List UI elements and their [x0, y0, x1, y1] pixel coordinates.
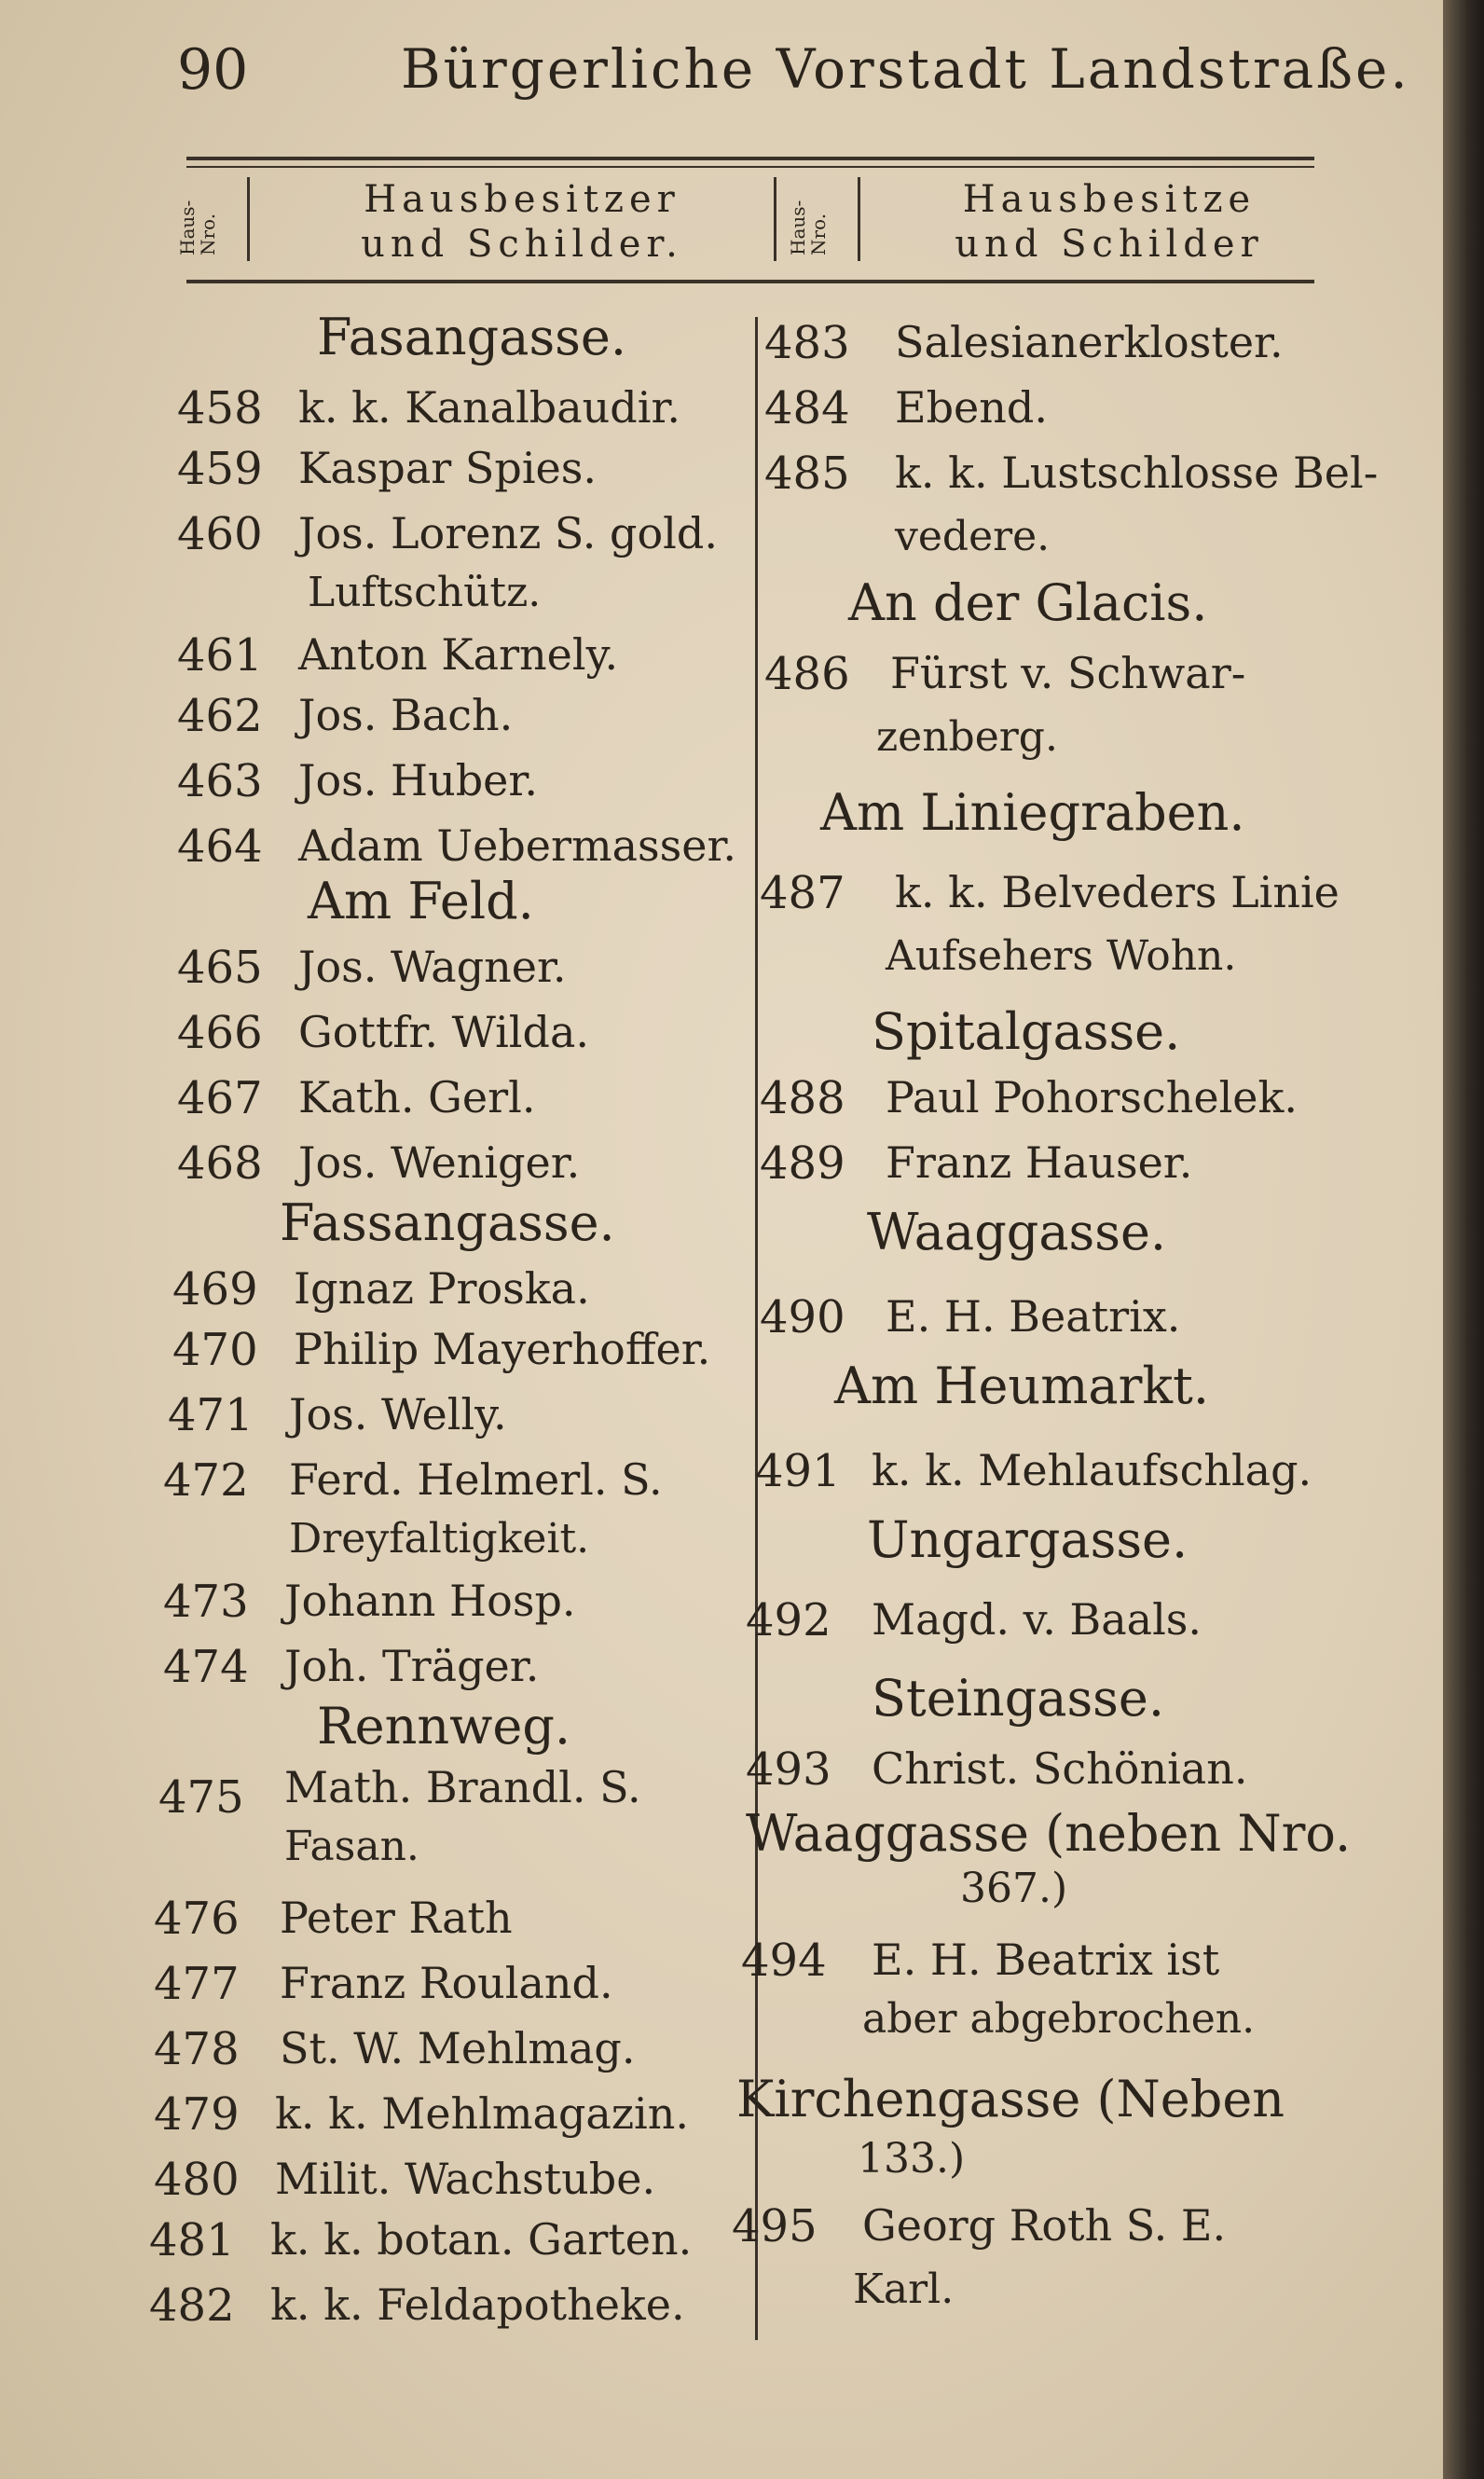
house-number: 469	[172, 1263, 258, 1315]
house-number: 489	[760, 1137, 845, 1190]
house-number: 473	[163, 1576, 249, 1628]
house-number: 480	[154, 2154, 240, 2206]
street-heading: Rennweg.	[317, 1697, 571, 1756]
left-heading-line1: Hausbesitzer	[364, 178, 680, 221]
header-divider	[858, 177, 860, 261]
right-column-heading	[895, 177, 1324, 267]
house-owner-continued: Fasan.	[284, 1823, 419, 1870]
street-heading: An der Glacis.	[848, 573, 1208, 632]
house-owner: Math. Brandl. S.	[284, 1762, 641, 1812]
street-heading: Fasangasse.	[317, 308, 626, 366]
house-number: 458	[177, 382, 263, 434]
street-heading: Am Feld.	[308, 872, 534, 930]
right-heading-line1: Hausbesitze	[962, 178, 1257, 221]
house-number: 481	[149, 2214, 235, 2266]
house-owner: k. k. Feldapotheke.	[270, 2279, 685, 2330]
house-number: 462	[177, 690, 263, 742]
house-number: 468	[177, 1137, 263, 1190]
house-owner: Johann Hosp.	[284, 1576, 576, 1626]
house-number: 487	[760, 867, 845, 919]
house-owner-continued: Aufsehers Wohn.	[886, 932, 1237, 980]
house-owner: E. H. Beatrix.	[886, 1291, 1181, 1342]
house-owner: Ebend.	[895, 382, 1048, 433]
house-owner: Adam Uebermasser.	[298, 820, 737, 871]
house-owner: Jos. Bach.	[298, 690, 514, 740]
house-number: 474	[163, 1641, 249, 1693]
house-number: 471	[168, 1389, 254, 1441]
house-owner: Gottfr. Wilda.	[298, 1007, 590, 1057]
house-owner: Jos. Wagner.	[298, 942, 567, 992]
street-heading: Fassangasse.	[280, 1193, 615, 1252]
house-number: 472	[163, 1454, 249, 1507]
street-heading: Kirchengasse (Neben	[736, 2070, 1285, 2128]
house-number: 493	[746, 1743, 831, 1796]
house-owner: Magd. v. Baals.	[872, 1594, 1202, 1645]
house-owner-continued: Karl.	[853, 2266, 955, 2313]
house-owner: Anton Karnely.	[298, 629, 619, 680]
house-number: 479	[154, 2088, 240, 2141]
street-heading: Steingasse.	[872, 1669, 1165, 1728]
house-number: 476	[154, 1893, 240, 1945]
house-owner: k. k. Mehlmagazin.	[275, 2088, 690, 2139]
left-heading-line2: und Schilder.	[361, 223, 683, 266]
house-owner: Jos. Lorenz S. gold.	[298, 508, 718, 558]
house-number: 459	[177, 443, 263, 495]
street-heading: Ungargasse.	[867, 1510, 1189, 1569]
house-owner: k. k. botan. Garten.	[270, 2214, 693, 2265]
street-heading: Spitalgasse.	[872, 1002, 1181, 1061]
left-column-heading	[289, 177, 755, 267]
house-number: 478	[154, 2023, 240, 2075]
house-owner: Paul Pohorschelek.	[886, 1072, 1298, 1122]
house-nro-label-left: Haus-Nro.	[176, 200, 219, 255]
house-owner: Jos. Huber.	[298, 755, 538, 806]
house-owner-continued: vedere.	[895, 513, 1051, 560]
right-heading-line2: und Schilder	[955, 223, 1264, 266]
house-owner: k. k. Kanalbaudir.	[298, 382, 681, 433]
house-owner: k. k. Lustschlosse Bel-	[895, 448, 1379, 498]
page-number: 90	[177, 37, 249, 103]
house-number: 492	[746, 1594, 831, 1646]
street-heading-continued: 367.)	[960, 1865, 1068, 1912]
house-owner: k. k. Mehlaufschlag.	[872, 1445, 1312, 1495]
top-rule-thin	[186, 166, 1314, 168]
house-owner: Kaspar Spies.	[298, 443, 598, 493]
house-owner: Jos. Weniger.	[298, 1137, 581, 1188]
house-number: 467	[177, 1072, 263, 1124]
house-owner: Joh. Träger.	[284, 1641, 540, 1691]
house-number: 495	[732, 2200, 818, 2252]
street-heading: Waaggasse.	[867, 1203, 1167, 1261]
page-title: Bürgerliche Vorstadt Landstraße.	[401, 37, 1410, 101]
house-owner-continued: Luftschütz.	[308, 569, 542, 616]
house-number: 465	[177, 942, 263, 994]
house-owner: Georg Roth S. E.	[862, 2200, 1227, 2251]
house-owner: Milit. Wachstube.	[275, 2154, 656, 2204]
house-number: 483	[764, 317, 850, 369]
house-number: 482	[149, 2279, 235, 2332]
house-number: 490	[760, 1291, 845, 1343]
house-number: 491	[755, 1445, 841, 1497]
street-heading-continued: 133.)	[858, 2135, 966, 2183]
house-owner: Jos. Welly.	[289, 1389, 507, 1439]
house-owner: Ferd. Helmerl. S.	[289, 1454, 663, 1505]
book-spine	[1443, 0, 1484, 2479]
header-divider	[774, 177, 776, 261]
street-heading: Waaggasse (neben Nro.	[746, 1804, 1352, 1863]
top-rule	[186, 157, 1314, 160]
house-number: 488	[760, 1072, 845, 1124]
street-heading: Am Heumarkt.	[834, 1357, 1209, 1415]
house-number: 466	[177, 1007, 263, 1059]
house-number: 464	[177, 820, 263, 873]
house-owner: Philip Mayerhoffer.	[294, 1324, 711, 1374]
house-owner: Kath. Gerl.	[298, 1072, 536, 1122]
house-number: 470	[172, 1324, 258, 1376]
street-heading: Am Liniegraben.	[820, 783, 1245, 842]
house-number: 460	[177, 508, 263, 560]
house-owner: Franz Rouland.	[280, 1958, 613, 2008]
header-divider	[247, 177, 250, 261]
house-owner: St. W. Mehlmag.	[280, 2023, 636, 2073]
house-nro-label-right: Haus-Nro.	[787, 200, 830, 255]
house-number: 477	[154, 1958, 240, 2010]
house-owner: k. k. Belveders Linie	[895, 867, 1340, 917]
house-owner-continued: Dreyfaltigkeit.	[289, 1515, 590, 1563]
house-owner: E. H. Beatrix ist	[872, 1935, 1220, 1985]
house-owner: Ignaz Proska.	[294, 1263, 590, 1314]
house-owner: Franz Hauser.	[886, 1137, 1193, 1188]
house-owner-continued: zenberg.	[876, 713, 1058, 761]
house-number: 485	[764, 448, 850, 500]
house-number: 461	[177, 629, 263, 682]
house-number: 486	[764, 648, 850, 700]
column-divider	[755, 317, 758, 2340]
house-number: 484	[764, 382, 850, 434]
house-owner: Fürst v. Schwar-	[890, 648, 1246, 698]
house-number: 463	[177, 755, 263, 807]
house-owner: Salesianerkloster.	[895, 317, 1284, 367]
header-bottom-rule	[186, 280, 1314, 283]
house-owner: Peter Rath	[280, 1893, 513, 1943]
house-number: 494	[741, 1935, 827, 1987]
house-owner: Christ. Schönian.	[872, 1743, 1248, 1794]
house-owner-continued: aber abgebrochen.	[862, 1995, 1256, 2043]
house-number: 475	[158, 1771, 244, 1824]
